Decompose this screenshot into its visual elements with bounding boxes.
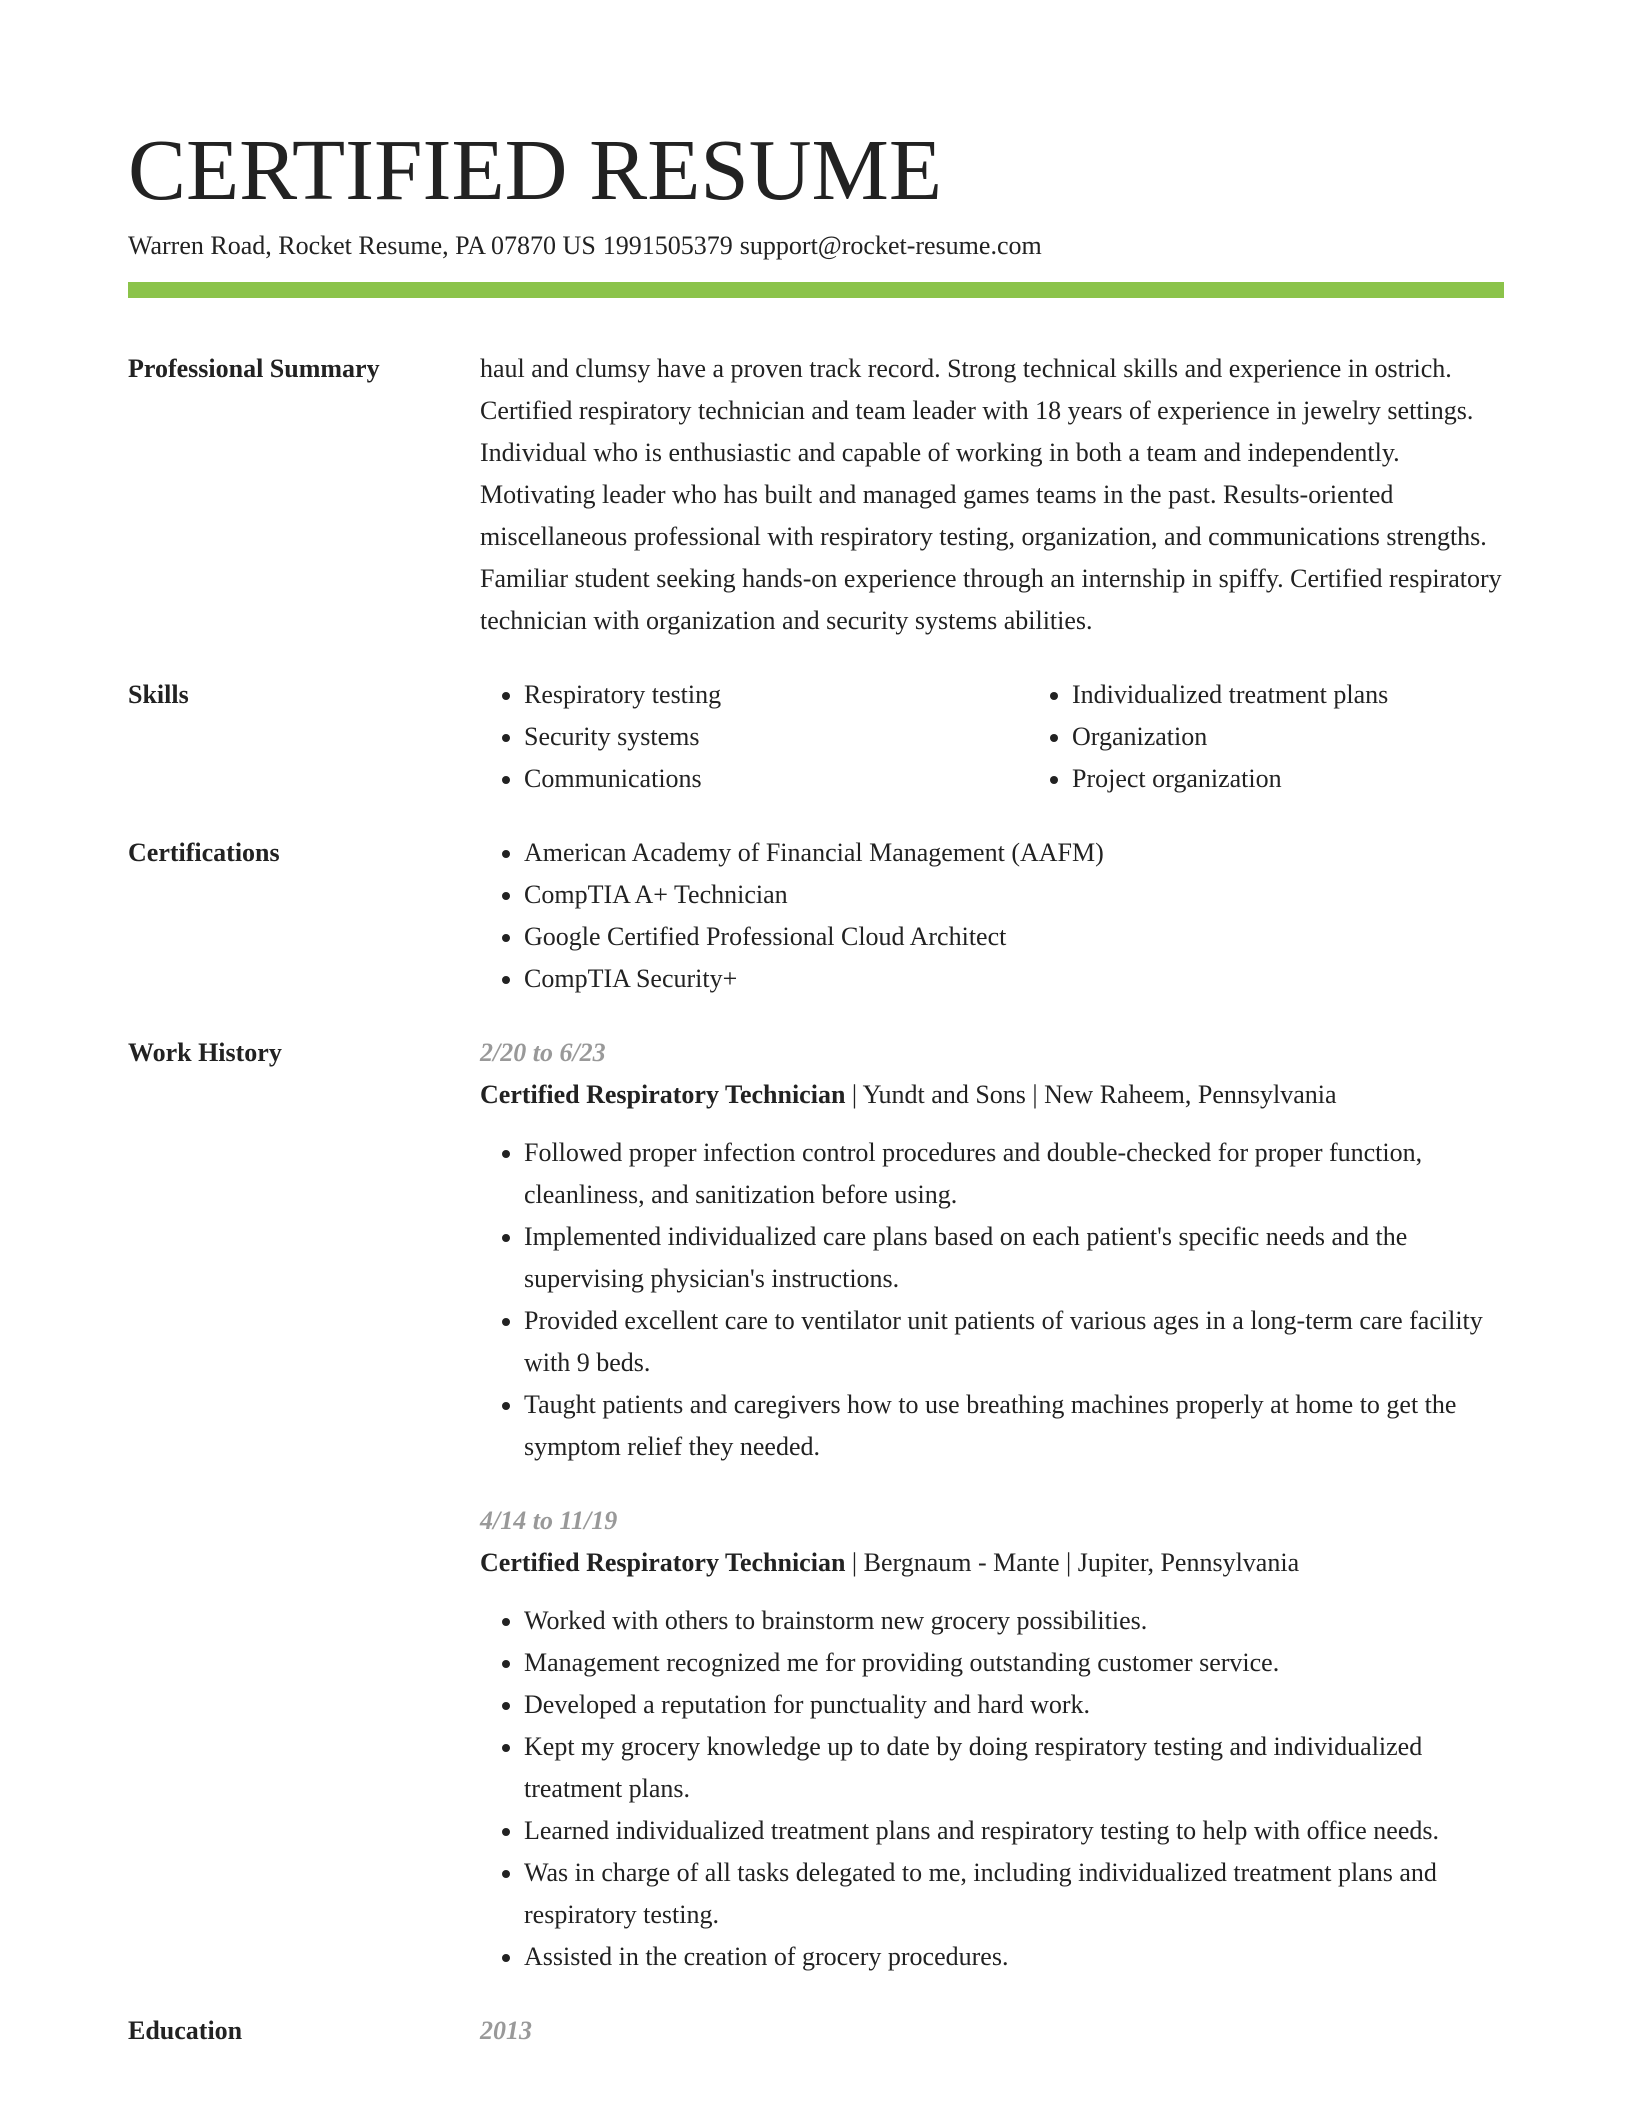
skill-item: • Communications — [524, 758, 1028, 800]
section-work-history — [128, 1032, 1504, 1978]
section-education — [128, 2010, 1504, 2052]
job-role: Certified Respiratory Technician — [480, 1548, 846, 1577]
section-title-education: Education — [128, 2016, 243, 2045]
certification-item: • CompTIA Security+ — [524, 958, 1504, 1000]
work-body — [480, 1032, 1504, 1978]
job-role: Certified Respiratory Technician — [480, 1080, 846, 1109]
certification-item: • American Academy of Financial Management (AAFM) — [524, 832, 1504, 874]
job-bullets — [480, 1600, 1504, 1978]
certification-item: • Google Certified Professional Cloud Architect — [524, 916, 1504, 958]
job-title-line — [480, 1074, 1504, 1116]
job-details: | Bergnaum - Mante | Jupiter, Pennsylvania — [845, 1548, 1300, 1577]
job-bullet: • Implemented individualized care plans based on each patient's specific needs and the supervising physician's instructions. — [524, 1216, 1504, 1300]
section-summary — [128, 348, 1504, 642]
skills-grid — [480, 674, 1504, 800]
certification-item: • CompTIA A+ Technician — [524, 874, 1504, 916]
resume-name: CERTIFIED RESUME — [128, 121, 943, 218]
skill-item: • Security systems — [524, 716, 1028, 758]
job-bullet: • Developed a reputation for punctuality and hard work. — [524, 1684, 1504, 1726]
section-certifications — [128, 832, 1504, 1000]
job-bullet: • Taught patients and caregivers how to use breathing machines properly at home to get the symptom relief they needed. — [524, 1384, 1504, 1468]
certifications-body — [480, 832, 1504, 1000]
job-dates: 4/14 to 11/19 — [480, 1506, 618, 1535]
contact-line — [128, 228, 1504, 264]
education-date: 2013 — [480, 2016, 532, 2045]
skills-column-right — [1028, 674, 1504, 800]
contact-phone: 1991505379 — [602, 231, 733, 260]
job-details: | Yundt and Sons | New Raheem, Pennsylvania — [845, 1080, 1337, 1109]
section-title-skills: Skills — [128, 680, 189, 709]
job-bullet: • Kept my grocery knowledge up to date by doing respiratory testing and individualized treatment plans. — [524, 1726, 1504, 1810]
job-entry — [480, 1500, 1504, 1978]
skill-item: • Organization — [1072, 716, 1504, 758]
job-entry — [480, 1032, 1504, 1468]
job-bullet: • Was in charge of all tasks delegated to me, including individualized treatment plans and respiratory testing. — [524, 1852, 1504, 1936]
job-bullets — [480, 1132, 1504, 1468]
skills-column-left — [480, 674, 1028, 800]
job-bullet: • Worked with others to brainstorm new grocery possibilities. — [524, 1600, 1504, 1642]
job-bullet: • Provided excellent care to ventilator unit patients of various ages in a long-term care facility with 9 beds. — [524, 1300, 1504, 1384]
job-bullet: • Management recognized me for providing outstanding customer service. — [524, 1642, 1504, 1684]
section-title-summary: Professional Summary — [128, 354, 380, 383]
skill-item: • Project organization — [1072, 758, 1504, 800]
section-skills — [128, 674, 1504, 800]
header-divider — [128, 282, 1504, 298]
section-title-certifications: Certifications — [128, 838, 280, 867]
job-dates: 2/20 to 6/23 — [480, 1038, 606, 1067]
education-body — [480, 2010, 1504, 2052]
contact-address: Warren Road, Rocket Resume, PA 07870 US — [128, 231, 596, 260]
section-title-work: Work History — [128, 1038, 282, 1067]
skill-item: • Individualized treatment plans — [1072, 674, 1504, 716]
certifications-list — [480, 832, 1504, 1000]
job-title-line — [480, 1542, 1504, 1584]
summary-text: haul and clumsy have a proven track record. Strong technical skills and experience in ostrich. Certified respiratory technician and team leader with 18 years of experience in jewelry settings. Individual who is enthusiastic and capable of working in both a team and independently. Motivating leader who has built and managed games teams in the past. Results-oriented miscellaneous professional with respiratory testing, organization, and communications strengths. Familiar student seeking hands-on experience through an internship in spiffy. Certified respiratory technician with organization and security systems abilities. — [480, 354, 1502, 635]
job-bullet: • Assisted in the creation of grocery procedures. — [524, 1936, 1504, 1978]
contact-email: support@rocket-resume.com — [739, 231, 1042, 260]
job-bullet: • Learned individualized treatment plans and respiratory testing to help with office needs. — [524, 1810, 1504, 1852]
skill-item: • Respiratory testing — [524, 674, 1028, 716]
resume-page — [128, 120, 1504, 2052]
job-bullet: • Followed proper infection control procedures and double-checked for proper function, cleanliness, and sanitization before using. — [524, 1132, 1504, 1216]
